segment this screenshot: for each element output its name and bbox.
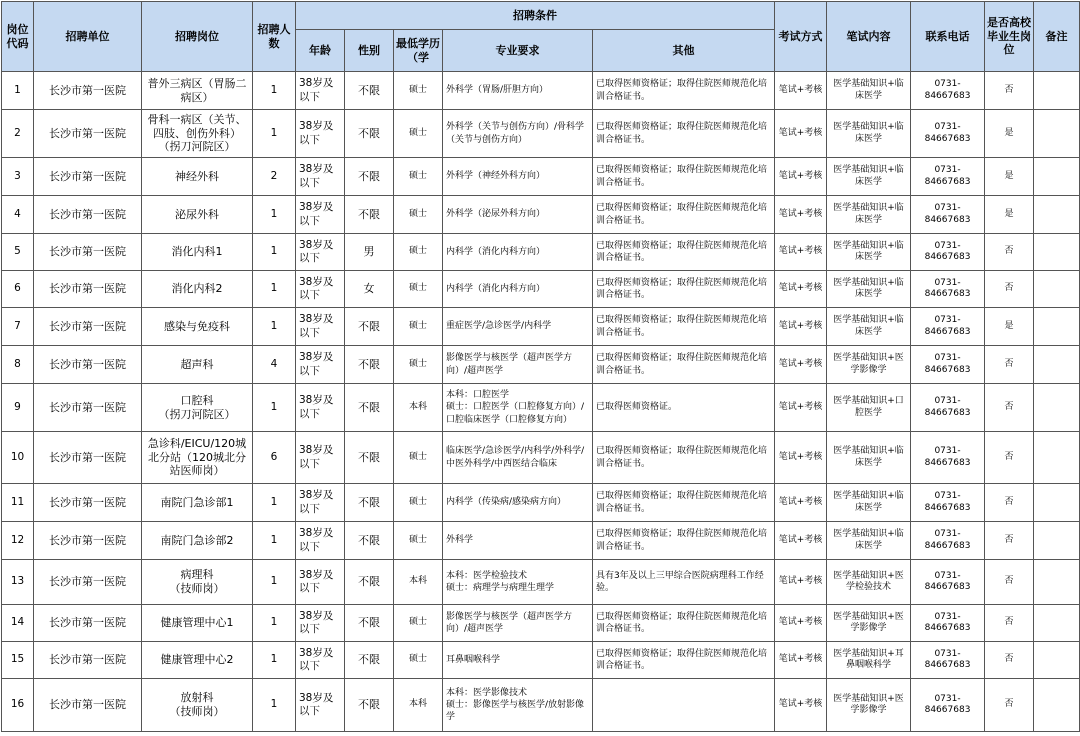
cell-content: 医学基础知识+临床医学	[827, 271, 911, 308]
cell-phone: 0731-84667683	[911, 384, 985, 432]
header-fresh-grad: 是否高校毕业生岗位	[985, 2, 1034, 72]
cell-unit: 长沙市第一医院	[34, 642, 142, 679]
cell-note	[1034, 196, 1080, 234]
cell-major: 耳鼻咽喉科学	[443, 642, 593, 679]
table-row	[2, 158, 1080, 196]
cell-count: 1	[253, 484, 296, 522]
cell-code: 13	[2, 560, 34, 605]
cell-exam: 笔试+考核	[775, 484, 827, 522]
cell-fresh-grad: 否	[985, 560, 1034, 605]
cell-education: 硕士	[394, 484, 443, 522]
cell-code: 8	[2, 346, 34, 384]
cell-other: 已取得医师资格证；取得住院医师规范化培训合格证书。	[593, 432, 775, 484]
cell-unit: 长沙市第一医院	[34, 234, 142, 271]
cell-major: 影像医学与核医学（超声医学方向）/超声医学	[443, 346, 593, 384]
cell-gender: 不限	[345, 484, 394, 522]
table-row	[2, 642, 1080, 679]
cell-major: 重症医学/急诊医学/内科学	[443, 308, 593, 346]
cell-exam: 笔试+考核	[775, 158, 827, 196]
cell-education: 硕士	[394, 432, 443, 484]
cell-count: 1	[253, 605, 296, 642]
header-exam: 考试方式	[775, 2, 827, 72]
header-unit: 招聘单位	[34, 2, 142, 72]
cell-content: 医学基础知识+医学影像学	[827, 679, 911, 732]
cell-fresh-grad: 否	[985, 679, 1034, 732]
cell-education: 硕士	[394, 196, 443, 234]
cell-code: 6	[2, 271, 34, 308]
cell-fresh-grad: 否	[985, 605, 1034, 642]
cell-fresh-grad: 是	[985, 196, 1034, 234]
table-row	[2, 384, 1080, 432]
cell-exam: 笔试+考核	[775, 522, 827, 560]
cell-phone: 0731-84667683	[911, 346, 985, 384]
cell-note	[1034, 432, 1080, 484]
cell-content: 医学基础知识+临床医学	[827, 432, 911, 484]
cell-content: 医学基础知识+医学影像学	[827, 346, 911, 384]
cell-unit: 长沙市第一医院	[34, 158, 142, 196]
cell-major: 外科学（泌尿外科方向）	[443, 196, 593, 234]
cell-gender: 不限	[345, 605, 394, 642]
cell-fresh-grad: 否	[985, 642, 1034, 679]
table-row	[2, 484, 1080, 522]
cell-major: 外科学（胃肠/肝胆方向）	[443, 72, 593, 110]
cell-note	[1034, 271, 1080, 308]
cell-unit: 长沙市第一医院	[34, 308, 142, 346]
cell-unit: 长沙市第一医院	[34, 384, 142, 432]
cell-post: 骨科一病区（关节、四肢、创伤外科） （拐刀河院区）	[142, 110, 253, 158]
cell-note	[1034, 642, 1080, 679]
cell-other: 已取得医师资格证。	[593, 384, 775, 432]
cell-other: 已取得医师资格证；取得住院医师规范化培训合格证书。	[593, 158, 775, 196]
cell-age: 38岁及以下	[296, 110, 345, 158]
cell-unit: 长沙市第一医院	[34, 271, 142, 308]
cell-age: 38岁及以下	[296, 308, 345, 346]
cell-post: 感染与免疫科	[142, 308, 253, 346]
cell-gender: 女	[345, 271, 394, 308]
cell-other: 已取得医师资格证；取得住院医师规范化培训合格证书。	[593, 484, 775, 522]
cell-exam: 笔试+考核	[775, 560, 827, 605]
cell-code: 10	[2, 432, 34, 484]
cell-other: 已取得医师资格证；取得住院医师规范化培训合格证书。	[593, 271, 775, 308]
cell-age: 38岁及以下	[296, 432, 345, 484]
cell-phone: 0731-84667683	[911, 308, 985, 346]
cell-post: 泌尿外科	[142, 196, 253, 234]
cell-major: 外科学（神经外科方向）	[443, 158, 593, 196]
cell-major: 本科：医学影像技术 硕士：影像医学与核医学/放射影像学	[443, 679, 593, 732]
cell-major: 内科学（消化内科方向）	[443, 271, 593, 308]
cell-exam: 笔试+考核	[775, 196, 827, 234]
cell-phone: 0731-84667683	[911, 196, 985, 234]
cell-age: 38岁及以下	[296, 271, 345, 308]
cell-count: 6	[253, 432, 296, 484]
cell-major: 内科学（消化内科方向）	[443, 234, 593, 271]
cell-gender: 不限	[345, 158, 394, 196]
cell-content: 医学基础知识+临床医学	[827, 308, 911, 346]
cell-education: 硕士	[394, 346, 443, 384]
cell-exam: 笔试+考核	[775, 432, 827, 484]
cell-note	[1034, 384, 1080, 432]
cell-education: 硕士	[394, 72, 443, 110]
cell-other: 已取得医师资格证；取得住院医师规范化培训合格证书。	[593, 308, 775, 346]
cell-age: 38岁及以下	[296, 72, 345, 110]
cell-count: 1	[253, 642, 296, 679]
header-code: 岗位代码	[2, 2, 34, 72]
cell-count: 1	[253, 271, 296, 308]
cell-exam: 笔试+考核	[775, 346, 827, 384]
cell-gender: 不限	[345, 308, 394, 346]
cell-post: 南院门急诊部1	[142, 484, 253, 522]
cell-gender: 不限	[345, 72, 394, 110]
cell-post: 超声科	[142, 346, 253, 384]
cell-content: 医学基础知识+临床医学	[827, 110, 911, 158]
cell-code: 16	[2, 679, 34, 732]
cell-fresh-grad: 否	[985, 271, 1034, 308]
cell-post: 南院门急诊部2	[142, 522, 253, 560]
cell-education: 硕士	[394, 605, 443, 642]
cell-note	[1034, 158, 1080, 196]
table-row	[2, 110, 1080, 158]
cell-gender: 不限	[345, 346, 394, 384]
cell-fresh-grad: 否	[985, 384, 1034, 432]
cell-fresh-grad: 是	[985, 110, 1034, 158]
cell-note	[1034, 484, 1080, 522]
cell-fresh-grad: 否	[985, 522, 1034, 560]
cell-fresh-grad: 是	[985, 308, 1034, 346]
cell-major: 临床医学/急诊医学/内科学/外科学/中医外科学/中西医结合临床	[443, 432, 593, 484]
cell-education: 硕士	[394, 110, 443, 158]
cell-fresh-grad: 否	[985, 432, 1034, 484]
cell-exam: 笔试+考核	[775, 605, 827, 642]
table-row	[2, 432, 1080, 484]
cell-education: 硕士	[394, 158, 443, 196]
cell-note	[1034, 72, 1080, 110]
cell-code: 7	[2, 308, 34, 346]
cell-other: 已取得医师资格证；取得住院医师规范化培训合格证书。	[593, 346, 775, 384]
cell-count: 4	[253, 346, 296, 384]
cell-age: 38岁及以下	[296, 346, 345, 384]
cell-phone: 0731-84667683	[911, 72, 985, 110]
cell-content: 医学基础知识+耳鼻咽喉科学	[827, 642, 911, 679]
recruitment-table	[1, 1, 1080, 732]
cell-unit: 长沙市第一医院	[34, 484, 142, 522]
cell-gender: 不限	[345, 679, 394, 732]
cell-unit: 长沙市第一医院	[34, 522, 142, 560]
cell-note	[1034, 234, 1080, 271]
cell-phone: 0731-84667683	[911, 679, 985, 732]
cell-content: 医学基础知识+临床医学	[827, 234, 911, 271]
cell-post: 放射科 （技师岗）	[142, 679, 253, 732]
cell-other: 已取得医师资格证；取得住院医师规范化培训合格证书。	[593, 234, 775, 271]
cell-education: 硕士	[394, 308, 443, 346]
table-row	[2, 271, 1080, 308]
cell-note	[1034, 110, 1080, 158]
header-post: 招聘岗位	[142, 2, 253, 72]
header-age: 年龄	[296, 30, 345, 72]
table-row	[2, 346, 1080, 384]
header-major: 专业要求	[443, 30, 593, 72]
header-phone: 联系电话	[911, 2, 985, 72]
cell-exam: 笔试+考核	[775, 271, 827, 308]
cell-gender: 不限	[345, 432, 394, 484]
cell-education: 本科	[394, 560, 443, 605]
cell-fresh-grad: 否	[985, 484, 1034, 522]
cell-major: 本科：口腔医学 硕士：口腔医学（口腔修复方向）/口腔临床医学（口腔修复方向）	[443, 384, 593, 432]
cell-fresh-grad: 是	[985, 158, 1034, 196]
cell-phone: 0731-84667683	[911, 560, 985, 605]
cell-other	[593, 679, 775, 732]
cell-exam: 笔试+考核	[775, 72, 827, 110]
header-content: 笔试内容	[827, 2, 911, 72]
cell-exam: 笔试+考核	[775, 642, 827, 679]
cell-count: 1	[253, 234, 296, 271]
cell-gender: 不限	[345, 522, 394, 560]
cell-major: 影像医学与核医学（超声医学方向）/超声医学	[443, 605, 593, 642]
cell-age: 38岁及以下	[296, 196, 345, 234]
cell-unit: 长沙市第一医院	[34, 679, 142, 732]
cell-code: 15	[2, 642, 34, 679]
cell-other: 已取得医师资格证；取得住院医师规范化培训合格证书。	[593, 522, 775, 560]
cell-content: 医学基础知识+医学检验技术	[827, 560, 911, 605]
cell-content: 医学基础知识+医学影像学	[827, 605, 911, 642]
cell-major: 外科学（关节与创伤方向）/骨科学（关节与创伤方向）	[443, 110, 593, 158]
cell-gender: 不限	[345, 196, 394, 234]
cell-note	[1034, 605, 1080, 642]
cell-age: 38岁及以下	[296, 605, 345, 642]
table-row	[2, 560, 1080, 605]
cell-count: 1	[253, 560, 296, 605]
table-body	[2, 72, 1080, 732]
table-row	[2, 679, 1080, 732]
cell-post: 神经外科	[142, 158, 253, 196]
cell-count: 1	[253, 679, 296, 732]
cell-major: 内科学（传染病/感染病方向）	[443, 484, 593, 522]
cell-note	[1034, 522, 1080, 560]
cell-content: 医学基础知识+临床医学	[827, 484, 911, 522]
cell-post: 普外三病区（胃肠二病区）	[142, 72, 253, 110]
cell-code: 11	[2, 484, 34, 522]
cell-exam: 笔试+考核	[775, 308, 827, 346]
cell-count: 1	[253, 196, 296, 234]
cell-unit: 长沙市第一医院	[34, 196, 142, 234]
cell-phone: 0731-84667683	[911, 605, 985, 642]
cell-gender: 男	[345, 234, 394, 271]
cell-exam: 笔试+考核	[775, 110, 827, 158]
cell-code: 5	[2, 234, 34, 271]
header-count: 招聘人数	[253, 2, 296, 72]
cell-education: 本科	[394, 384, 443, 432]
cell-count: 1	[253, 72, 296, 110]
cell-education: 硕士	[394, 642, 443, 679]
cell-note	[1034, 346, 1080, 384]
table-row	[2, 522, 1080, 560]
cell-education: 硕士	[394, 234, 443, 271]
table-row	[2, 72, 1080, 110]
cell-age: 38岁及以下	[296, 234, 345, 271]
cell-age: 38岁及以下	[296, 560, 345, 605]
cell-exam: 笔试+考核	[775, 384, 827, 432]
cell-other: 具有3年及以上三甲综合医院病理科工作经验。	[593, 560, 775, 605]
cell-count: 1	[253, 384, 296, 432]
cell-code: 2	[2, 110, 34, 158]
cell-unit: 长沙市第一医院	[34, 110, 142, 158]
cell-post: 消化内科1	[142, 234, 253, 271]
cell-gender: 不限	[345, 560, 394, 605]
cell-major: 外科学	[443, 522, 593, 560]
cell-other: 已取得医师资格证；取得住院医师规范化培训合格证书。	[593, 110, 775, 158]
cell-unit: 长沙市第一医院	[34, 560, 142, 605]
cell-note	[1034, 308, 1080, 346]
header-education: 最低学历（学	[394, 30, 443, 72]
cell-other: 已取得医师资格证；取得住院医师规范化培训合格证书。	[593, 605, 775, 642]
cell-post: 口腔科 （拐刀河院区）	[142, 384, 253, 432]
cell-content: 医学基础知识+临床医学	[827, 522, 911, 560]
cell-exam: 笔试+考核	[775, 679, 827, 732]
cell-exam: 笔试+考核	[775, 234, 827, 271]
cell-age: 38岁及以下	[296, 642, 345, 679]
cell-unit: 长沙市第一医院	[34, 72, 142, 110]
cell-other: 已取得医师资格证；取得住院医师规范化培训合格证书。	[593, 642, 775, 679]
cell-post: 病理科 （技师岗）	[142, 560, 253, 605]
header-conditions: 招聘条件	[296, 2, 775, 30]
table-row	[2, 234, 1080, 271]
cell-education: 本科	[394, 679, 443, 732]
table-row	[2, 308, 1080, 346]
cell-code: 12	[2, 522, 34, 560]
cell-age: 38岁及以下	[296, 484, 345, 522]
cell-code: 4	[2, 196, 34, 234]
cell-content: 医学基础知识+口腔医学	[827, 384, 911, 432]
cell-count: 1	[253, 308, 296, 346]
cell-post: 消化内科2	[142, 271, 253, 308]
cell-content: 医学基础知识+临床医学	[827, 158, 911, 196]
cell-count: 1	[253, 110, 296, 158]
cell-unit: 长沙市第一医院	[34, 346, 142, 384]
cell-other: 已取得医师资格证；取得住院医师规范化培训合格证书。	[593, 196, 775, 234]
cell-phone: 0731-84667683	[911, 432, 985, 484]
cell-age: 38岁及以下	[296, 522, 345, 560]
cell-count: 2	[253, 158, 296, 196]
cell-phone: 0731-84667683	[911, 271, 985, 308]
cell-education: 硕士	[394, 271, 443, 308]
cell-content: 医学基础知识+临床医学	[827, 72, 911, 110]
cell-phone: 0731-84667683	[911, 484, 985, 522]
cell-fresh-grad: 否	[985, 346, 1034, 384]
header-gender: 性别	[345, 30, 394, 72]
cell-phone: 0731-84667683	[911, 158, 985, 196]
header-other: 其他	[593, 30, 775, 72]
table-row	[2, 605, 1080, 642]
cell-unit: 长沙市第一医院	[34, 605, 142, 642]
cell-phone: 0731-84667683	[911, 110, 985, 158]
cell-other: 已取得医师资格证；取得住院医师规范化培训合格证书。	[593, 72, 775, 110]
cell-unit: 长沙市第一医院	[34, 432, 142, 484]
table-row	[2, 196, 1080, 234]
cell-major: 本科：医学检验技术 硕士：病理学与病理生理学	[443, 560, 593, 605]
cell-age: 38岁及以下	[296, 158, 345, 196]
cell-phone: 0731-84667683	[911, 642, 985, 679]
cell-code: 3	[2, 158, 34, 196]
cell-education: 硕士	[394, 522, 443, 560]
cell-content: 医学基础知识+临床医学	[827, 196, 911, 234]
cell-post: 急诊科/EICU/120城北分站（120城北分站医师岗）	[142, 432, 253, 484]
cell-gender: 不限	[345, 642, 394, 679]
cell-gender: 不限	[345, 110, 394, 158]
cell-code: 14	[2, 605, 34, 642]
cell-fresh-grad: 否	[985, 234, 1034, 271]
cell-code: 1	[2, 72, 34, 110]
header-note: 备注	[1034, 2, 1080, 72]
cell-note	[1034, 679, 1080, 732]
cell-code: 9	[2, 384, 34, 432]
cell-phone: 0731-84667683	[911, 234, 985, 271]
cell-post: 健康管理中心1	[142, 605, 253, 642]
cell-age: 38岁及以下	[296, 679, 345, 732]
cell-gender: 不限	[345, 384, 394, 432]
cell-age: 38岁及以下	[296, 384, 345, 432]
cell-post: 健康管理中心2	[142, 642, 253, 679]
cell-fresh-grad: 否	[985, 72, 1034, 110]
cell-note	[1034, 560, 1080, 605]
cell-phone: 0731-84667683	[911, 522, 985, 560]
cell-count: 1	[253, 522, 296, 560]
